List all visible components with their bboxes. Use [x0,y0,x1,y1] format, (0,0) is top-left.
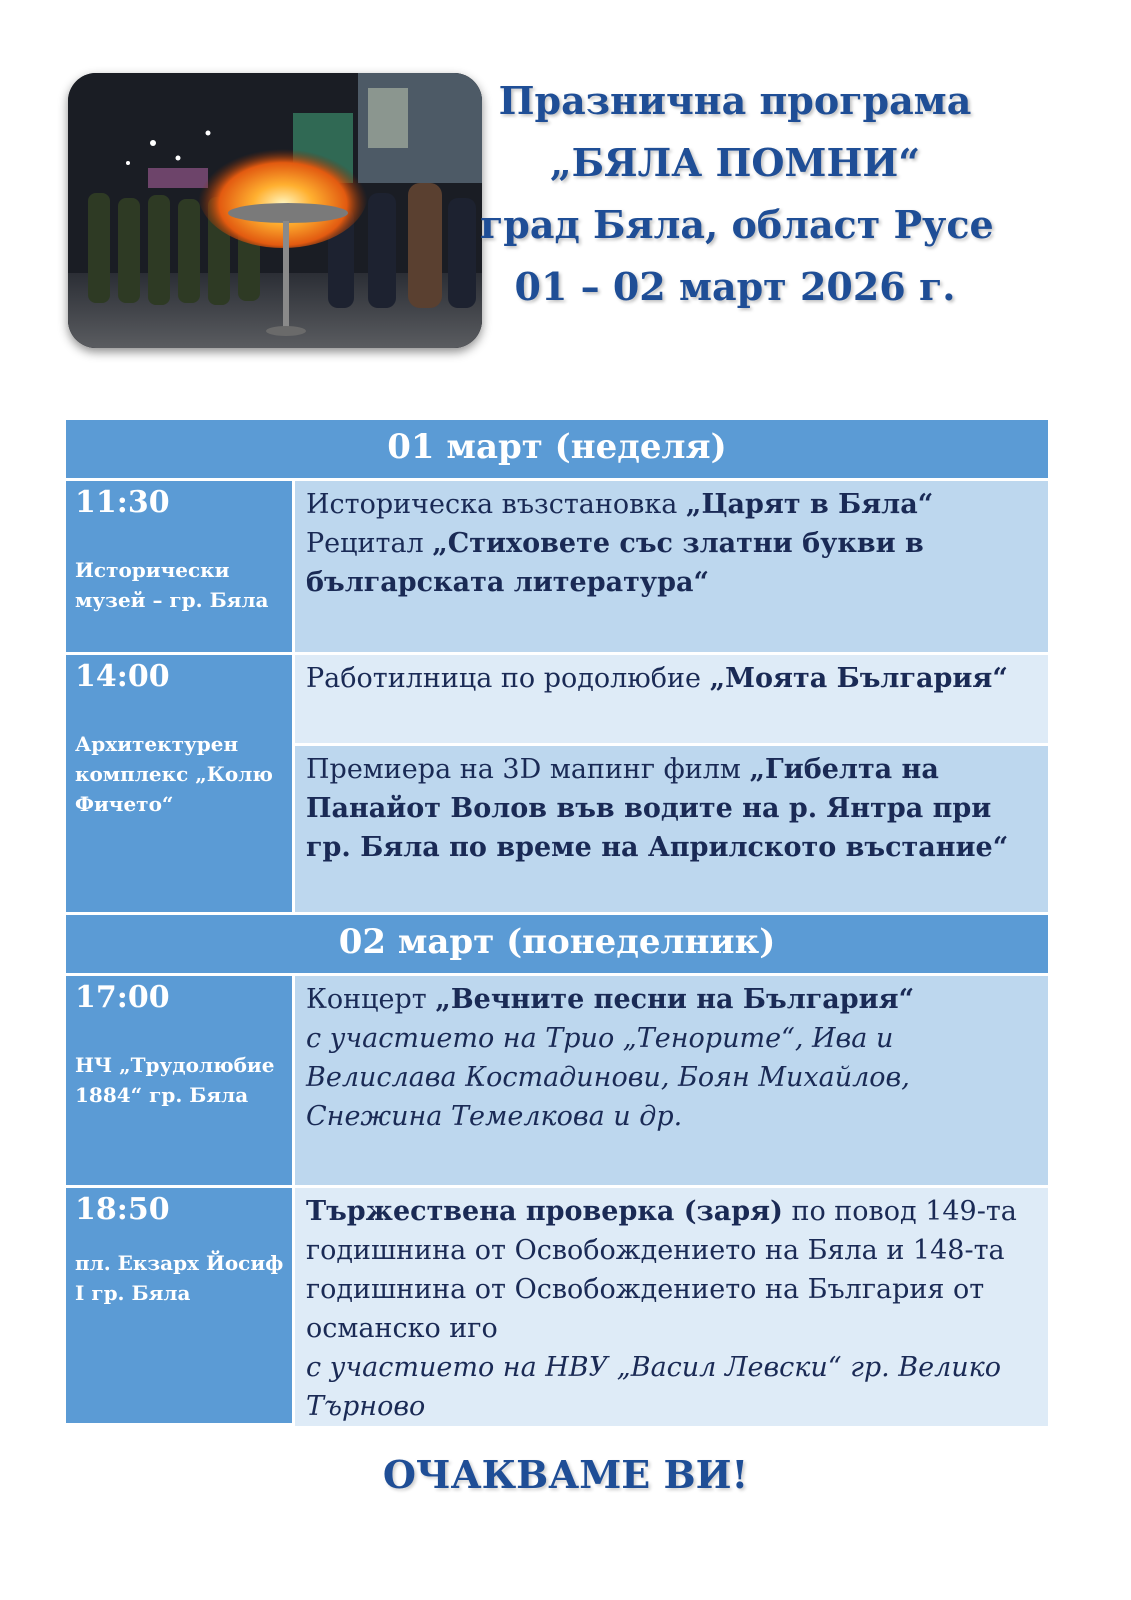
event-row-1850 [66,1188,1048,1423]
event-row-1700 [66,976,1048,1188]
event-title: „Вечните песни на България“ [435,984,915,1015]
event-time-place [66,1188,295,1423]
program-table [66,420,1048,1423]
event-text: Концерт [306,984,436,1015]
event-title: „Стиховете със златни букви в българската литература“ [306,528,924,598]
event-time: 14:00 [75,659,170,694]
event-description [295,743,1048,912]
location: град Бяла, област Русе [480,202,994,247]
event-text: Историческа възстановка [306,489,686,520]
event-place: Исторически музей – гр. Бяла [75,558,269,612]
event-participants: с участието на НВУ „Васил Левски“ гр. Велико Търново [306,1352,1002,1422]
event-title: „Царят в Бяла“ [685,489,934,520]
event-text: Премиера на 3D мапинг филм [306,754,750,785]
event-text: по повод 149-та годишнина от Освобождението на Бяла и 148-та годишнина от Освобождението на България от османско иго [306,1196,1017,1344]
event-time-place [66,976,295,1185]
event-title: „Моята България“ [709,663,1008,694]
event-name: „БЯЛА ПОМНИ“ [549,140,921,185]
event-time-place [66,481,295,652]
event-time-place [66,655,295,912]
event-description [295,1188,1048,1426]
program-title: Празнична програма [498,78,972,123]
event-time: 18:50 [75,1192,170,1227]
event-place: НЧ „Трудолюбие 1884“ гр. Бяла [75,1053,275,1107]
event-description [295,481,1048,652]
day-header-1: 01 март (неделя) [66,420,1048,481]
event-row-1400 [66,655,1048,915]
closing-message: ОЧАКВАМЕ ВИ! [382,1452,749,1497]
event-description [295,976,1048,1185]
event-title: „Гибелта на Панайот Волов във водите на р. Янтра при гр. Бяла по време на Априлското въстание“ [306,754,1009,863]
event-row-1130 [66,481,1048,655]
event-time: 17:00 [75,980,170,1015]
event-description [295,655,1048,743]
day-header-2: 02 март (понеделник) [66,915,1048,976]
event-title: Тържествена проверка (заря) [306,1196,783,1227]
event-photo [68,73,482,348]
event-place: пл. Екзарх Йосиф I гр. Бяла [75,1251,284,1305]
event-time: 11:30 [75,485,170,520]
torch-ceremony-image [68,73,482,348]
event-text: Рецитал [306,528,433,559]
event-participants: с участието на Трио „Тенорите“, Ива и Велислава Костадинови, Боян Михайлов, Снежина Темелкова и др. [306,1023,910,1132]
dates: 01 – 02 март 2026 г. [514,264,956,309]
event-place: Архитектурен комплекс „Колю Фичето“ [75,732,273,816]
event-text: Работилница по родолюбие [306,663,710,694]
program-header [480,70,994,318]
